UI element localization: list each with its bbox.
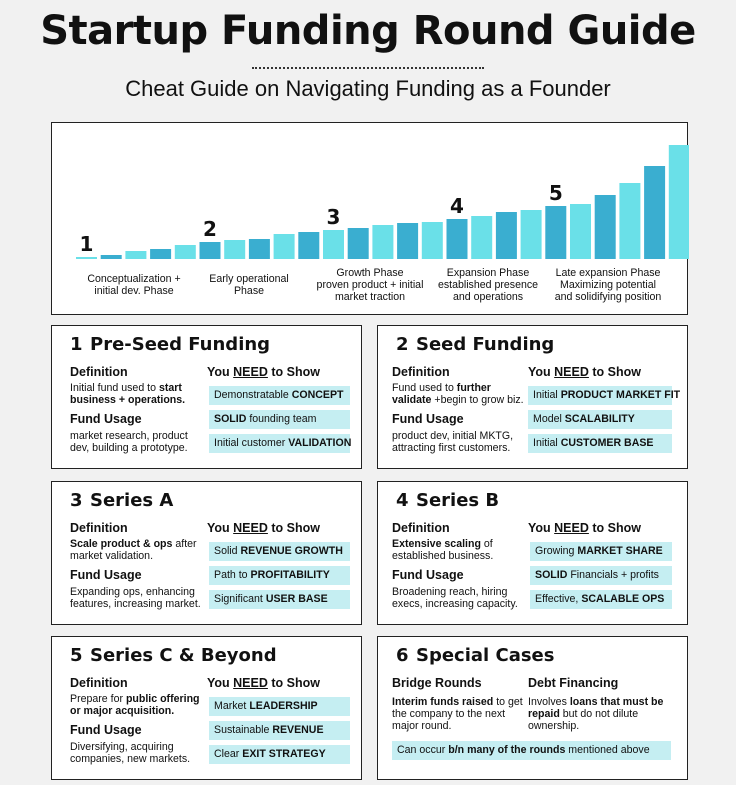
definition-label: Definition: [70, 365, 128, 379]
phase-step-number: 1: [79, 232, 94, 256]
definition-label: Definition: [70, 521, 128, 535]
requirement-chip: Solid REVENUE GROWTH: [209, 542, 350, 561]
chart-bar: [372, 225, 393, 259]
chart-bar: [644, 166, 665, 259]
definition-text: Fund used to further validate +begin to grow biz.: [392, 382, 524, 406]
definition-text: Scale product & ops after market validation.: [70, 538, 197, 562]
chart-bar: [619, 183, 640, 259]
card-series-c: [51, 636, 362, 780]
debt-financing-label: Debt Financing: [528, 676, 619, 690]
need-to-show-label: You NEED to Show: [207, 676, 320, 690]
card-title: 2 Seed Funding: [396, 334, 555, 355]
chart-bar: [175, 245, 196, 259]
definition-label: Definition: [392, 521, 450, 535]
fund-usage-text: Expanding ops, enhancing features, increasing market.: [70, 586, 201, 610]
chart-bar: [570, 204, 591, 259]
fund-usage-label: Fund Usage: [70, 723, 142, 737]
requirement-chip: Path to PROFITABILITY: [209, 566, 350, 585]
special-cases-note: Can occur b/n many of the rounds mentioned above: [392, 741, 671, 760]
debt-financing-text: Involves loans that must be repaid but do not dilute ownership.: [528, 696, 664, 732]
phase-label-early-operational: Early operational Phase: [209, 273, 289, 297]
card-title: 4 Series B: [396, 490, 500, 511]
definition-text: Extensive scaling of established business.: [392, 538, 494, 562]
card-title: 3 Series A: [70, 490, 174, 511]
chart-bar: [224, 240, 245, 259]
phase-label-expansion: Expansion Phase established presence and operations: [437, 267, 539, 303]
phase-step-number: 2: [203, 217, 217, 241]
chart-bar: [471, 216, 492, 259]
chart-bar: [249, 239, 270, 259]
chart-bar: [200, 242, 221, 259]
fund-usage-label: Fund Usage: [70, 412, 142, 426]
requirement-chip: Significant USER BASE: [209, 590, 350, 609]
chart-bar: [150, 249, 171, 259]
need-to-show-label: You NEED to Show: [207, 365, 320, 379]
chart-bar: [298, 232, 319, 259]
requirement-chip: Sustainable REVENUE: [209, 721, 350, 740]
phase-step-number: 4: [450, 194, 464, 218]
need-to-show-label: You NEED to Show: [207, 521, 320, 535]
requirement-chip: SOLID Financials + profits: [530, 566, 672, 585]
chart-bar: [76, 257, 97, 259]
card-title: 1 Pre-Seed Funding: [70, 334, 271, 355]
card-title: 6 Special Cases: [396, 645, 555, 666]
fund-usage-text: market research, product dev, building a prototype.: [70, 430, 188, 454]
fund-usage-text: Diversifying, acquiring companies, new markets.: [70, 741, 191, 765]
chart-bar: [521, 210, 542, 259]
requirement-chip: Initial customer VALIDATION: [209, 434, 350, 453]
chart-bar: [397, 223, 418, 259]
requirement-chip: Initial CUSTOMER BASE: [528, 434, 672, 453]
definition-label: Definition: [392, 365, 450, 379]
card-series-b: [377, 481, 688, 625]
title-divider: [252, 67, 484, 69]
chart-bar: [101, 255, 122, 259]
phase-label-conceptualization: Conceptualization + initial dev. Phase: [87, 273, 181, 297]
fund-usage-text: Broadening reach, hiring execs, increasing capacity.: [392, 586, 518, 610]
page-subtitle: Cheat Guide on Navigating Funding as a Founder: [125, 76, 611, 101]
phase-step-number: 5: [548, 181, 563, 205]
chart-bar: [422, 222, 443, 259]
card-pre-seed: [51, 325, 362, 469]
card-special-cases: [377, 636, 688, 780]
chart-bar: [447, 219, 468, 259]
chart-bar: [323, 230, 344, 259]
requirement-chip: SOLID founding team: [209, 410, 350, 429]
card-title: 5 Series C & Beyond: [70, 645, 277, 666]
requirement-chip: Clear EXIT STRATEGY: [209, 745, 350, 764]
chart-bar: [545, 206, 566, 259]
card-series-a: [51, 481, 362, 625]
requirement-chip: Market LEADERSHIP: [209, 697, 350, 716]
need-to-show-label: You NEED to Show: [528, 365, 641, 379]
definition-text: Initial fund used to start business + operations.: [70, 382, 186, 406]
requirement-chip: Initial PRODUCT MARKET FIT: [528, 386, 672, 405]
definition-text: Prepare for public offering or major acquisition.: [70, 693, 200, 717]
fund-usage-text: product dev, initial MKTG, attracting first customers.: [392, 430, 514, 454]
phase-label-growth: Growth Phase proven product + initial market traction: [316, 267, 424, 303]
chart-bar: [125, 251, 146, 259]
fund-usage-label: Fund Usage: [392, 568, 464, 582]
bridge-rounds-text: Interim funds raised to get the company to the next major round.: [392, 696, 523, 732]
requirement-chip: Effective, SCALABLE OPS: [530, 590, 672, 609]
need-to-show-label: You NEED to Show: [528, 521, 641, 535]
fund-usage-label: Fund Usage: [392, 412, 464, 426]
phase-label-late-expansion: Late expansion Phase Maximizing potential and solidifying position: [554, 267, 662, 303]
chart-bar: [595, 195, 616, 259]
chart-bar: [348, 228, 369, 259]
chart-bar: [669, 145, 689, 259]
requirement-chip: Model SCALABILITY: [528, 410, 672, 429]
requirement-chip: Growing MARKET SHARE: [530, 542, 672, 561]
chart-bar: [496, 212, 517, 259]
bridge-rounds-label: Bridge Rounds: [392, 676, 482, 690]
page-title: Startup Funding Round Guide: [40, 8, 696, 54]
funding-growth-chart: [51, 122, 688, 315]
requirement-chip: Demonstratable CONCEPT: [209, 386, 350, 405]
card-seed: [377, 325, 688, 469]
phase-step-number: 3: [326, 205, 341, 229]
definition-label: Definition: [70, 676, 128, 690]
chart-bar: [274, 234, 295, 259]
fund-usage-label: Fund Usage: [70, 568, 142, 582]
